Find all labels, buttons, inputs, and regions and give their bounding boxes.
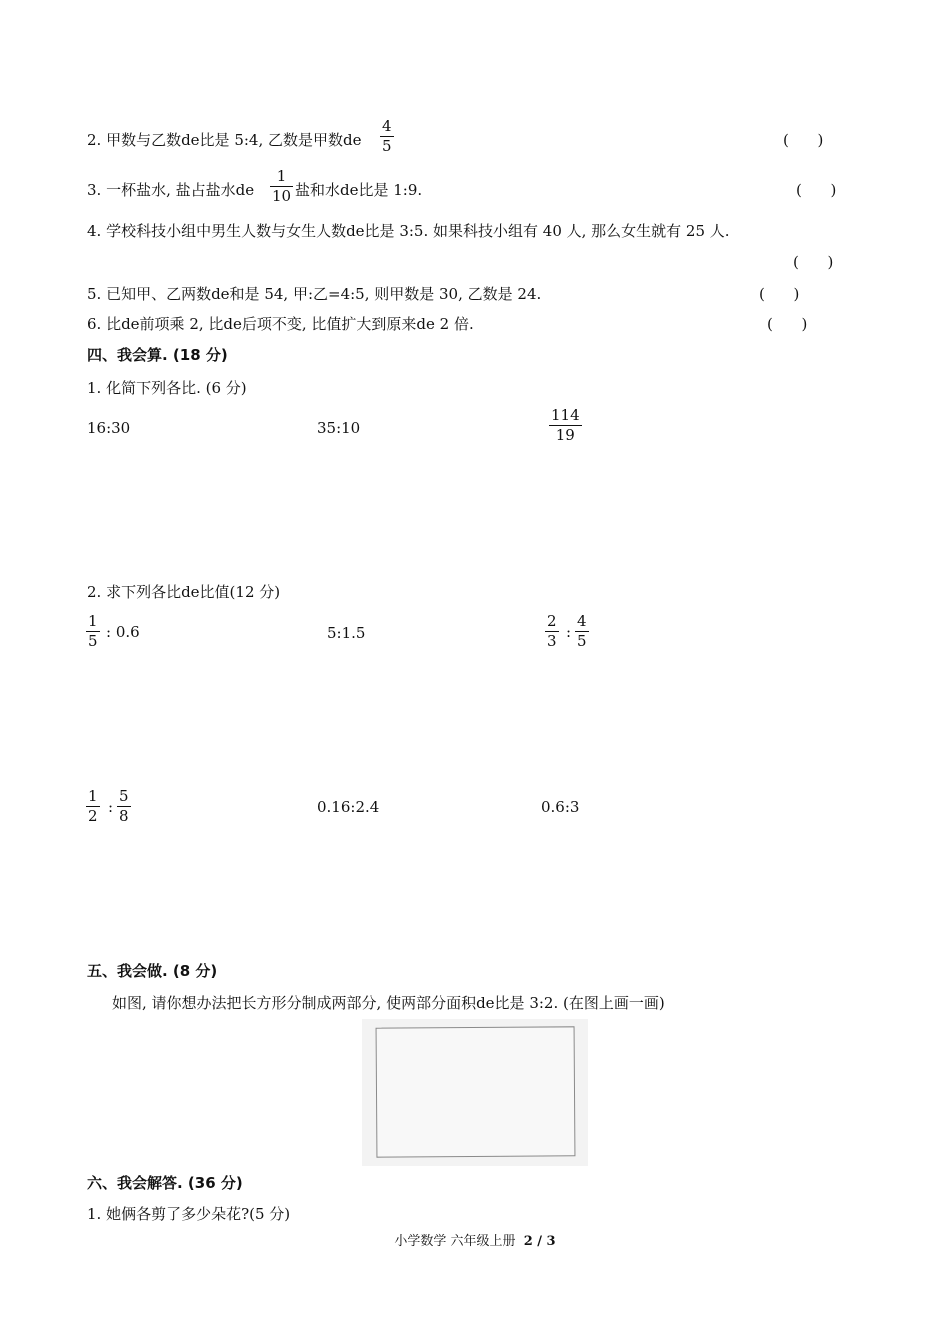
answer-blank-q5[interactable]: ( ) <box>759 285 800 303</box>
fraction-numerator: 1 <box>88 612 98 630</box>
judge-q2-text: 2. 甲数与乙数de比是 5:4, 乙数是甲数de <box>87 131 362 149</box>
fraction-numerator: 2 <box>547 612 557 630</box>
section5-heading: 五、我会做. (8 分) <box>87 962 218 980</box>
ratio-b: 5:1.5 <box>327 624 366 642</box>
fraction-denominator: 10 <box>272 187 292 205</box>
page-number: 2 / 3 <box>523 1234 556 1249</box>
rectangle-shape[interactable] <box>376 1026 576 1157</box>
simplify-item-2: 35:10 <box>317 419 361 437</box>
ratio-d-fraction-2 <box>117 788 131 825</box>
ratio-c-fraction-1 <box>545 613 559 650</box>
section4-sub1-title: 1. 化简下列各比. (6 分) <box>87 379 247 397</box>
section5-instruction: 如图, 请你想办法把长方形分制成两部分, 使两部分面积de比是 3:2. (在图上画一画) <box>112 994 665 1012</box>
section6-heading: 六、我会解答. (36 分) <box>87 1174 243 1192</box>
section6-q1: 1. 她俩各剪了多少朵花?(5 分) <box>87 1205 291 1223</box>
judge-q3-text: 3. 一杯盐水, 盐占盐水de <box>87 181 255 199</box>
judge-q6-text: 6. 比de前项乘 2, 比de后项不变, 比值扩大到原来de 2 倍. <box>87 315 474 333</box>
ratio-a-fraction <box>86 613 100 650</box>
fraction-numerator: 5 <box>119 787 129 805</box>
fraction-denominator: 5 <box>88 632 98 650</box>
ratio-d-colon: : <box>108 798 114 816</box>
answer-blank-q4[interactable]: ( ) <box>793 253 834 271</box>
fraction-q3 <box>270 168 293 205</box>
fraction-numerator: 4 <box>382 117 392 135</box>
fraction-denominator: 19 <box>555 426 575 444</box>
section4-heading: 四、我会算. (18 分) <box>87 346 228 364</box>
ratio-f: 0.6:3 <box>541 798 580 816</box>
rectangle-figure[interactable] <box>362 1019 588 1166</box>
ratio-e: 0.16:2.4 <box>317 798 380 816</box>
judge-q4-text: 4. 学校科技小组中男生人数与女生人数de比是 3:5. 如果科技小组有 40 人, 那么女生就有 25 人. <box>87 222 730 240</box>
answer-blank-q3[interactable]: ( ) <box>796 181 837 199</box>
fraction-denominator: 3 <box>547 632 557 650</box>
simplify-item-3-fraction <box>549 407 582 444</box>
footer-text: 小学数学 六年级上册 <box>394 1234 516 1249</box>
simplify-item-1: 16:30 <box>87 419 131 437</box>
section4-sub2-title: 2. 求下列各比de比值(12 分) <box>87 583 281 601</box>
fraction-denominator: 5 <box>382 137 392 155</box>
answer-blank-q6[interactable]: ( ) <box>767 315 808 333</box>
judge-q3-text-end: 盐和水de比是 1:9. <box>295 181 423 199</box>
fraction-numerator: 1 <box>88 787 98 805</box>
ratio-d-fraction-1 <box>86 788 100 825</box>
fraction-numerator: 1 <box>276 167 287 185</box>
answer-blank-q2[interactable]: ( ) <box>783 131 824 149</box>
ratio-c-fraction-2 <box>575 613 589 650</box>
page-footer <box>0 1230 950 1249</box>
judge-q5-text: 5. 已知甲、乙两数de和是 54, 甲:乙=4:5, 则甲数是 30, 乙数是 24. <box>87 285 542 303</box>
ratio-a-rest: : 0.6 <box>106 623 140 641</box>
fraction-denominator: 5 <box>577 632 587 650</box>
fraction-numerator: 114 <box>551 406 580 424</box>
fraction-denominator: 2 <box>88 807 98 825</box>
fraction-denominator: 8 <box>119 807 129 825</box>
fraction-q2 <box>380 118 394 155</box>
ratio-c-colon: : <box>566 623 572 641</box>
fraction-numerator: 4 <box>577 612 587 630</box>
